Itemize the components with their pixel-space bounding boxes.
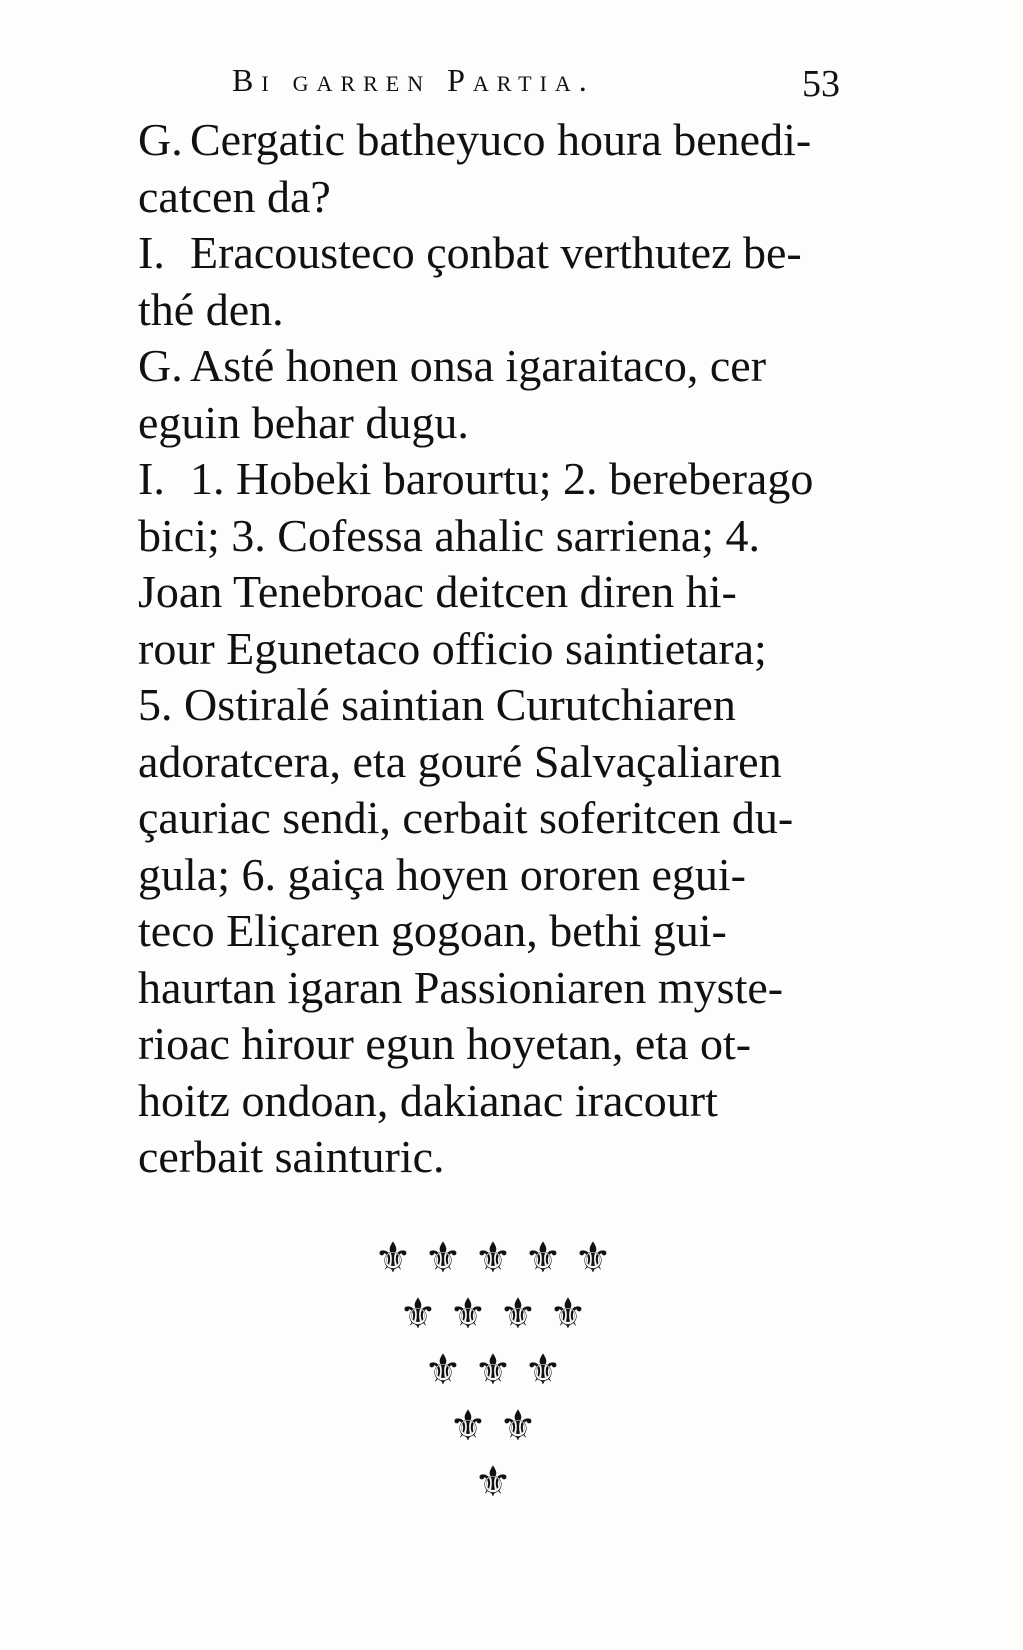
fleuron-ornament — [370, 1235, 670, 1535]
text-line: thé den. — [138, 283, 284, 335]
text-line: catcen da? — [138, 170, 331, 222]
fleur-de-lis-icon: ⚜ — [499, 1289, 537, 1338]
ornament-row — [470, 1459, 516, 1505]
fleur-de-lis-icon: ⚜ — [549, 1289, 587, 1338]
fleur-de-lis-icon: ⚜ — [524, 1345, 562, 1394]
fleur-de-lis-icon: ⚜ — [424, 1233, 462, 1282]
fleur-de-lis-icon: ⚜ — [399, 1289, 437, 1338]
speaker-label: I. — [138, 227, 165, 278]
text-line: cerbait sainturic. — [138, 1131, 445, 1182]
fleur-de-lis-icon: ⚜ — [449, 1401, 487, 1450]
dialogue-question — [138, 112, 918, 225]
text-line: teco Eliçaren gogoan, bethi gui- — [138, 905, 727, 956]
running-title: Bi garren Partia. — [232, 62, 595, 98]
body-text — [138, 112, 918, 1186]
text-line: 5. Ostiralé saintian Curutchiaren — [138, 679, 736, 730]
fleur-de-lis-icon: ⚜ — [474, 1345, 512, 1394]
text-line: gula; 6. gaiça hoyen ororen egui- — [138, 848, 746, 900]
text-line: rioac hirour egun hoyetan, eta ot- — [138, 1018, 752, 1069]
text-line: Cergatic batheyuco houra benedi- — [190, 114, 812, 165]
text-line: Eracousteco çonbat verthutez be- — [190, 227, 802, 278]
ornament-row — [395, 1291, 591, 1337]
speaker-label: I. — [138, 453, 165, 504]
ornament-row — [420, 1347, 566, 1393]
text-line: çauriac sendi, cerbait soferitcen du- — [138, 792, 794, 843]
ornament-row — [370, 1235, 616, 1281]
dialogue-answer — [138, 225, 918, 338]
fleur-de-lis-icon: ⚜ — [474, 1457, 512, 1506]
text-line: eguin behar dugu. — [138, 396, 469, 448]
dialogue-answer — [138, 451, 918, 1186]
fleur-de-lis-icon: ⚜ — [474, 1233, 512, 1282]
text-line: bici; 3. Cofessa ahalic sarriena; 4. — [138, 509, 761, 561]
fleur-de-lis-icon: ⚜ — [499, 1401, 537, 1450]
text-line: Joan Tenebroac deitcen diren hi- — [138, 566, 737, 617]
text-line: hoitz ondoan, dakianac iracourt — [138, 1074, 718, 1126]
fleur-de-lis-icon: ⚜ — [524, 1233, 562, 1282]
text-line: 1. Hobeki barourtu; 2. bereberago — [190, 453, 814, 504]
text-line: adoratcera, eta gouré Salvaçaliaren — [138, 735, 782, 787]
fleur-de-lis-icon: ⚜ — [574, 1233, 612, 1282]
speaker-label: G. — [138, 340, 183, 391]
ornament-row — [445, 1403, 541, 1449]
fleur-de-lis-icon: ⚜ — [449, 1289, 487, 1338]
running-head — [232, 56, 840, 106]
speaker-label: G. — [138, 114, 183, 165]
fleur-de-lis-icon: ⚜ — [374, 1233, 412, 1282]
text-line: rour Egunetaco officio saintietara; — [138, 622, 767, 674]
dialogue-question — [138, 338, 918, 451]
text-line: Asté honen onsa igaraitaco, cer — [190, 340, 767, 391]
page-number: 53 — [802, 63, 840, 105]
text-line: haurtan igaran Passioniaren myste- — [138, 961, 784, 1013]
fleur-de-lis-icon: ⚜ — [424, 1345, 462, 1394]
